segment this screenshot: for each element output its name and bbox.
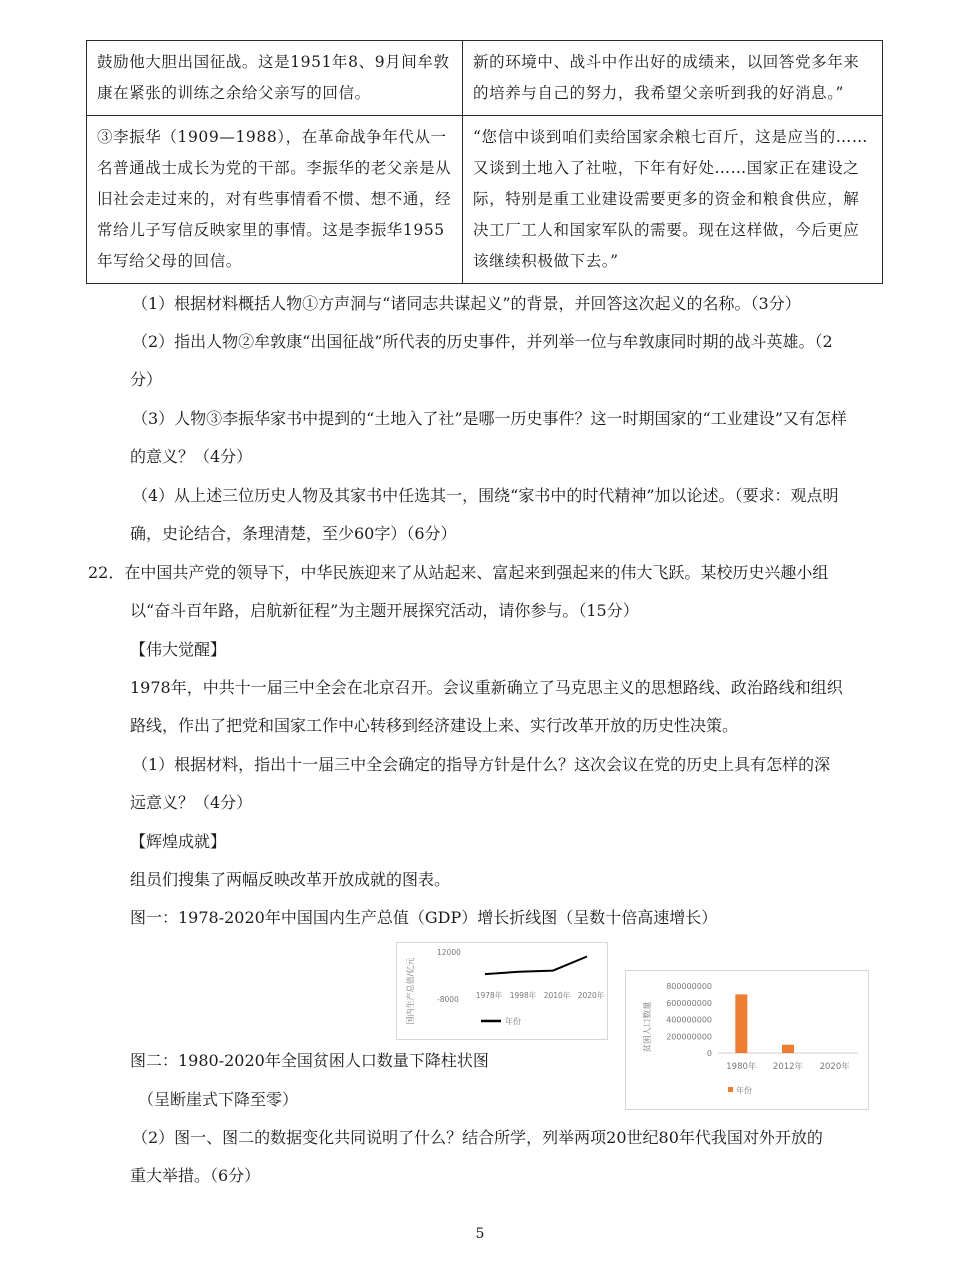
chart2-legend-swatch [728,1087,733,1092]
table-cell-lizhenhua-letter: “您信中谈到咱们卖给国家余粮七百斤，这是应当的……又谈到土地入了社啦，下年有好处……国家正在建设之际，特别是重工业建设需要更多的资金和粮食供应，解决工厂工人和国家军队的需要。现在这样做，今后更应该继续积极做下去。” [463,116,883,284]
chart1-series-line [485,957,587,975]
table-cell-mudunkang-background: 鼓励他大胆出国征战。这是1951年8、9月间牟敦康在紧张的训练之余给父亲写的回信。 [87,41,463,116]
chart2-ytick-label: 600000000 [666,998,712,1008]
q22-sub1-line2: 远意义？（4分） [130,793,253,812]
q22-sub2-line2: 重大举措。（6分） [130,1166,261,1185]
chart2-ytick-label: 200000000 [666,1032,712,1042]
chart1-ylabel: 国内生产总值/亿元 [406,957,415,1025]
table-cell-mudunkang-letter: 新的环境中、战斗中作出好的成绩来，以回答党多年来的培养与自己的努力，我希望父亲听到我的好消息。” [463,41,883,116]
material-line1: 1978年，中共十一届三中全会在北京召开。会议重新确立了马克思主义的思想路线、政治路线和组织 [130,678,843,697]
chart2-ytick-label: 400000000 [666,1015,712,1025]
q21-sub3-line1: （3）人物③李振华家书中提到的“土地入了社”是哪一历史事件？这一时期国家的“工业建设”又有怎样 [132,409,847,428]
chart1-xtick-label: 1998年 [509,991,537,1000]
chart2-ytick-label: 800000000 [666,982,712,991]
q21-sub2-line2: 分） [130,370,163,389]
section-great-awakening: 【伟大觉醒】 [130,640,227,659]
chart1-ytick-bottom: -8000 [437,995,459,1004]
gdp-line-chart-svg [397,943,607,1039]
q22-intro-line1: 22．在中国共产党的领导下，中华民族迎来了从站起来、富起来到强起来的伟大飞跃。某校历史兴趣小组 [88,563,829,582]
chart2-ylabel: 贫困人口数量 [643,1001,653,1053]
material-line2: 路线，作出了把党和国家工作中心转移到经济建设上来、实行改革开放的历史性决策。 [130,716,739,735]
chart2-legend-label: 年份 [736,1086,752,1095]
q21-sub3-line2: 的意义？（4分） [130,447,253,466]
table-row [87,41,883,116]
q22-sub2-line1: （2）图一、图二的数据变化共同说明了什么？结合所学，列举两项20世纪80年代我国对外开放的 [132,1128,823,1147]
chart2-xtick-label: 2020年 [819,1062,850,1072]
q22-sub1-line1: （1）根据材料，指出十一届三中全会确定的指导方针是什么？这次会议在党的历史上具有怎样的深 [132,755,831,774]
chart2-ytick-label: 0 [706,1049,712,1058]
table-cell-lizhenhua-background: ③李振华（1909—1988），在革命战争年代从一名普通战士成长为党的干部。李振华的老父亲是从旧社会走过来的，对有些事情看不惯、想不通，经常给儿子写信反映家里的事情。这是李振华1955年写给父母的回信。 [87,116,463,284]
family-letters-table [86,40,883,284]
figure2-caption: 图二：1980-2020年全国贫困人口数量下降柱状图 [130,1051,489,1070]
chart2-xtick-label: 1980年 [726,1062,757,1072]
q22-intro-line2: 以“奋斗百年路，启航新征程”为主题开展探究活动，请你参与。（15分） [130,601,639,620]
figure2-note: （呈断崖式下降至零） [138,1090,299,1109]
q21-sub4-line2: 确，史论结合，条理清楚，至少60字）（6分） [130,524,457,543]
chart1-xtick-label: 2010年 [543,991,571,1000]
q21-sub4-line1: （4）从上述三位历史人物及其家书中任选其一，围绕“家书中的时代精神”加以论述。（要求：观点明 [132,486,839,505]
q21-sub2-line1: （2）指出人物②牟敦康“出国征战”所代表的历史事件，并列举一位与牟敦康同时期的战斗英雄。（2 [132,332,833,351]
poverty-bar-chart [625,970,869,1110]
chart2-xtick-label: 2012年 [772,1062,804,1072]
figure1-caption: 图一：1978-2020年中国国内生产总值（GDP）增长折线图（呈数十倍高速增长） [130,908,718,927]
charts-intro: 组员们搜集了两幅反映改革开放成就的图表。 [130,870,451,889]
chart1-legend-label: 年份 [505,1017,521,1026]
table-row [87,116,883,284]
gdp-line-chart [396,942,608,1040]
chart2-bar [782,1045,794,1053]
chart2-bar [735,994,747,1053]
chart1-ytick-top: 12000 [437,948,461,957]
section-brilliant-achievements: 【辉煌成就】 [130,832,227,851]
chart1-xtick-label: 1978年 [475,991,503,1000]
q21-sub1: （1）根据材料概括人物①方声洞与“诸同志共谋起义”的背景，并回答这次起义的名称。（3分） [132,294,801,313]
chart1-xtick-label: 2020年 [577,991,605,1000]
page-number: 5 [475,1226,485,1242]
poverty-bar-chart-svg [626,971,868,1109]
